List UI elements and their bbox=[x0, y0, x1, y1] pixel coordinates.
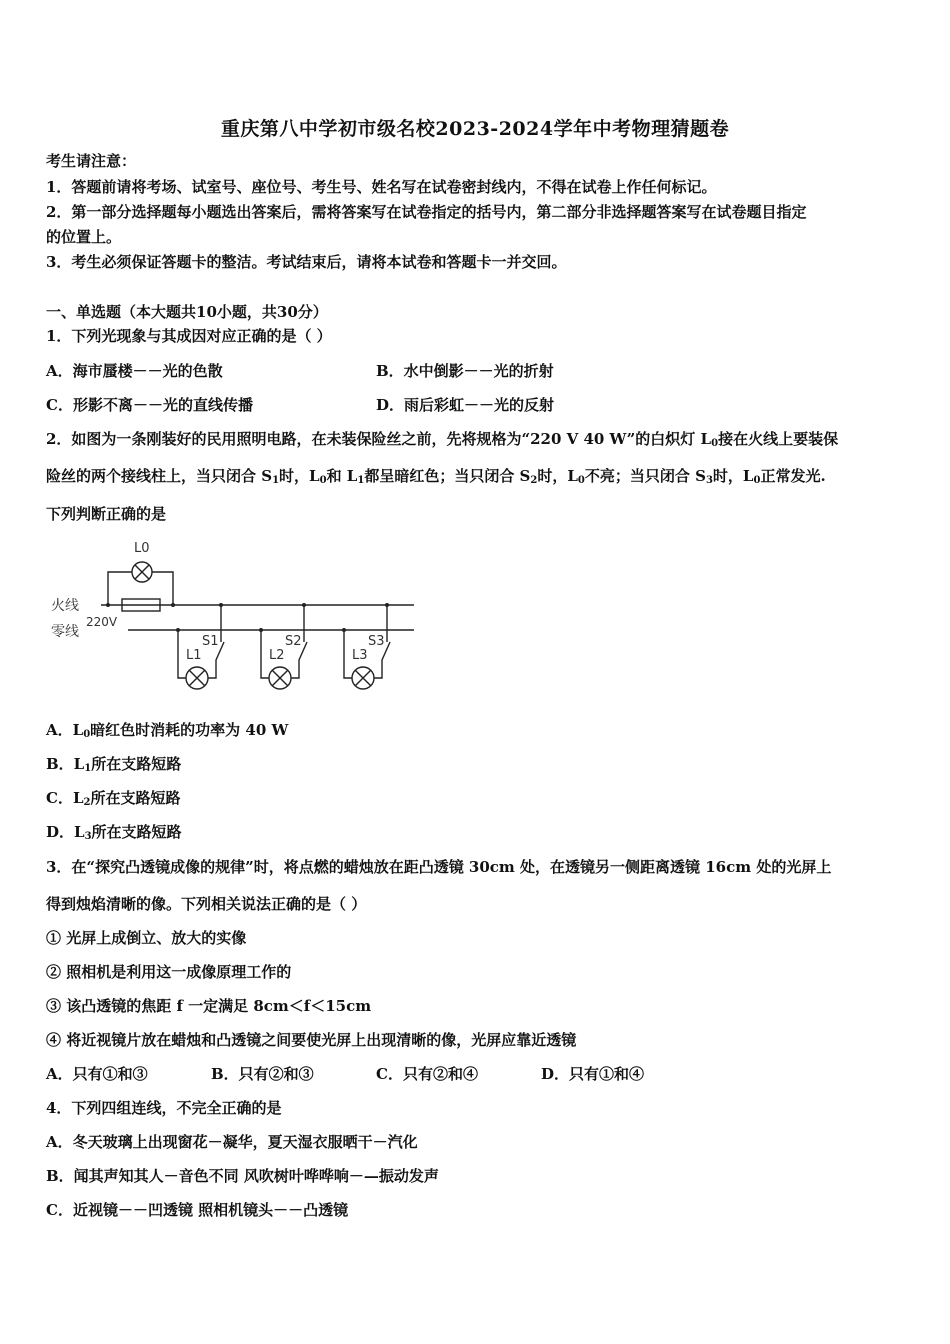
q4-stem: 4．下列四组连线，不完全正确的是 bbox=[46, 1099, 282, 1117]
q3-option-c: C．只有②和④ bbox=[376, 1065, 478, 1083]
q3-option-d: D．只有①和④ bbox=[541, 1065, 645, 1083]
q3-line-1: 3．在“探究凸透镜成像的规律”时，将点燃的蜡烛放在距凸透镜 30cm 处，在透镜另一侧距离透镜 16cm 处的光屏上 bbox=[46, 858, 832, 876]
junction-dot bbox=[171, 603, 175, 607]
q2-line-1: 2．如图为一条刚装好的民用照明电路，在未装保险丝之前，先将规格为“220 V 40 W”的白炽灯 $L_0$接在火线上要装保 bbox=[46, 430, 839, 449]
q3-line-2: 得到烛焰清晰的像。下列相关说法正确的是（ ） bbox=[46, 895, 367, 913]
label-l0: L0 bbox=[134, 541, 150, 556]
junction-dot bbox=[106, 603, 110, 607]
label-neutral: 零线 bbox=[51, 624, 79, 640]
notice-item-2-cont: 的位置上。 bbox=[46, 228, 122, 246]
notice-item-3: 3．考生必须保证答题卡的整洁。考试结束后，请将本试卷和答题卡一并交回。 bbox=[46, 253, 567, 271]
junction-dot bbox=[302, 603, 306, 607]
q4-option-a: A．冬天玻璃上出现窗花－凝华，夏天湿衣服晒干－汽化 bbox=[46, 1133, 418, 1151]
junction-dot bbox=[342, 628, 346, 632]
label-l3: L3 bbox=[352, 648, 368, 663]
label-s3: S3 bbox=[368, 634, 385, 649]
circuit-diagram bbox=[46, 532, 418, 694]
q2-option-c: C．$L_2$所在支路短路 bbox=[46, 789, 181, 808]
junction-dot bbox=[385, 603, 389, 607]
q3-statement-4: ④ 将近视镜片放在蜡烛和凸透镜之间要使光屏上出现清晰的像，光屏应靠近透镜 bbox=[46, 1031, 577, 1049]
q4-option-b: B．闻其声知其人－音色不同 风吹树叶哗哗响－—振动发声 bbox=[46, 1167, 439, 1185]
section-heading: 一、单选题（本大题共10小题，共30分） bbox=[46, 303, 328, 321]
label-live: 火线 bbox=[51, 598, 79, 614]
page-title: 重庆第八中学初市级名校2023-2024学年中考物理猜题卷 bbox=[220, 118, 730, 140]
label-s2: S2 bbox=[285, 634, 302, 649]
q3-statement-3: ③ 该凸透镜的焦距 f 一定满足 8cm＜f＜15cm bbox=[46, 997, 372, 1015]
q1-option-d: D．雨后彩虹－－光的反射 bbox=[376, 396, 555, 414]
q1-option-a: A．海市蜃楼－－光的色散 bbox=[46, 362, 223, 380]
notice-item-1: 1．答题前请将考场、试室号、座位号、考生号、姓名写在试卷密封线内，不得在试卷上作任何标记。 bbox=[46, 178, 717, 196]
q3-statement-2: ② 照相机是利用这一成像原理工作的 bbox=[46, 963, 292, 981]
q2-option-d: D．$L_3$所在支路短路 bbox=[46, 823, 182, 842]
junction-dot bbox=[259, 628, 263, 632]
label-l2: L2 bbox=[269, 648, 285, 663]
notice-heading: 考生请注意： bbox=[46, 152, 137, 170]
label-s1: S1 bbox=[202, 634, 219, 649]
q2-option-a: A．$L_0$暗红色时消耗的功率为 40 W bbox=[46, 721, 289, 740]
q2-line-2: 险丝的两个接线柱上，当只闭合 $S_1$时，$L_0$和 $L_1$都呈暗红色；当只闭合 $S_2$时，$L_0$不亮；当只闭合 $S_3$时，$L_0$正常发光. bbox=[46, 467, 826, 486]
junction-dot bbox=[176, 628, 180, 632]
q1-stem: 1．下列光现象与其成因对应正确的是（ ） bbox=[46, 327, 332, 345]
junction-dot bbox=[219, 603, 223, 607]
notice-item-2: 2．第一部分选择题每小题选出答案后，需将答案写在试卷指定的括号内，第二部分非选择题答案写在试卷题目指定 bbox=[46, 203, 807, 221]
q3-option-b: B．只有②和③ bbox=[211, 1065, 314, 1083]
label-voltage: 220V bbox=[86, 615, 118, 629]
q2-line-3: 下列判断正确的是 bbox=[46, 505, 167, 523]
q3-statement-1: ① 光屏上成倒立、放大的实像 bbox=[46, 929, 247, 947]
q1-option-c: C．形影不离－－光的直线传播 bbox=[46, 396, 253, 414]
label-l1: L1 bbox=[186, 648, 202, 663]
q3-option-a: A．只有①和③ bbox=[46, 1065, 148, 1083]
q1-option-b: B．水中倒影－－光的折射 bbox=[376, 362, 554, 380]
q2-option-b: B．$L_1$所在支路短路 bbox=[46, 755, 182, 774]
q4-option-c: C．近视镜－－凹透镜 照相机镜头－－凸透镜 bbox=[46, 1201, 349, 1219]
